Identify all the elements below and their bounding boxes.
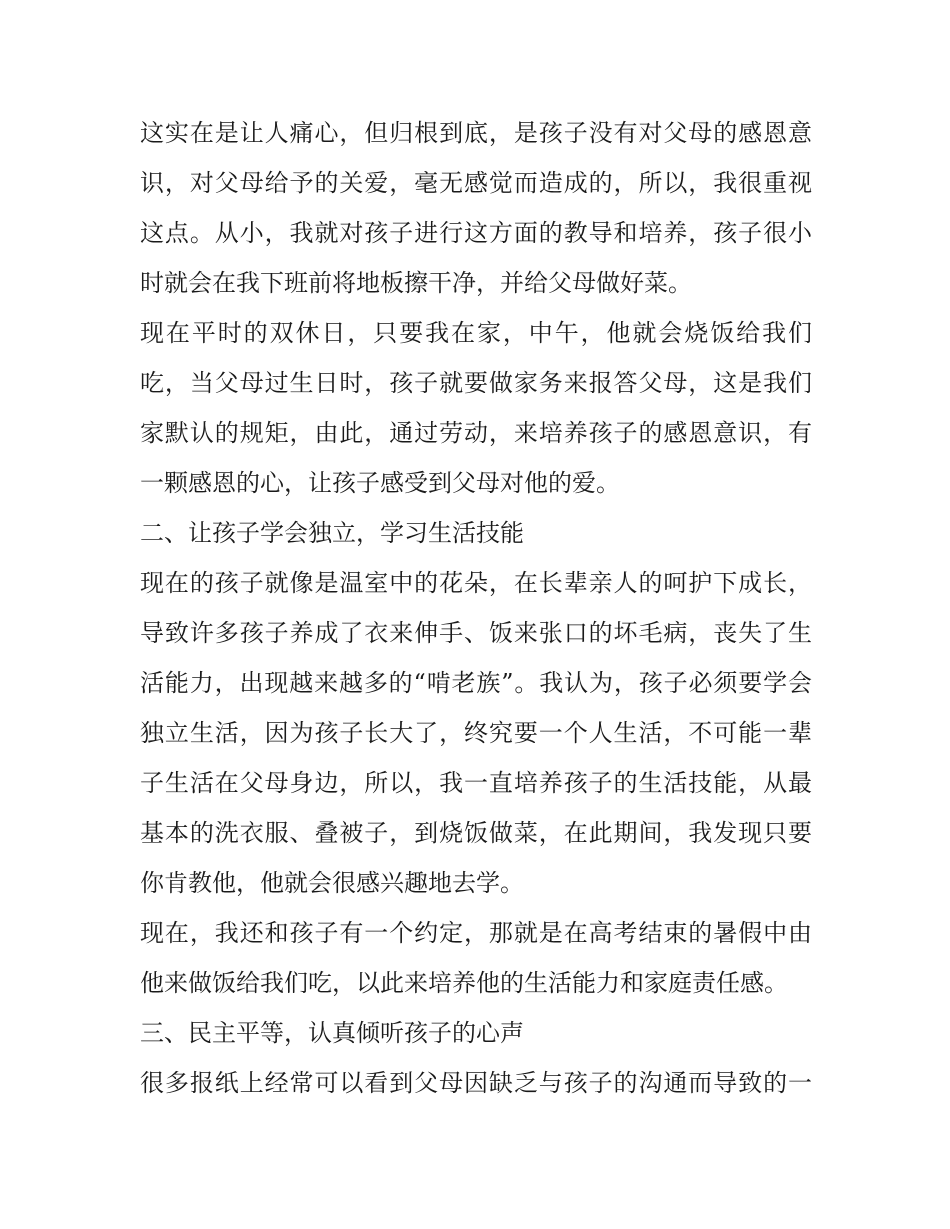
- text-line: 现在平时的双休日，只要我在家，中午，他就会烧饭给我们: [140, 319, 812, 347]
- text-line: 这点。从小，我就对孩子进行这方面的教导和培养，孩子很小: [140, 219, 812, 247]
- section-heading: 三、民主平等，认真倾听孩子的心声: [140, 1019, 524, 1047]
- text-line: 独立生活，因为孩子长大了，终究要一个人生活，不可能一辈: [140, 719, 812, 747]
- text-line: 吃，当父母过生日时，孩子就要做家务来报答父母，这是我们: [140, 369, 812, 397]
- text-line: 导致许多孩子养成了衣来伸手、饭来张口的坏毛病，丧失了生: [140, 619, 812, 647]
- text-line: 现在的孩子就像是温室中的花朵，在长辈亲人的呵护下成长，: [140, 569, 812, 597]
- text-line: 现在，我还和孩子有一个约定，那就是在高考结束的暑假中由: [140, 919, 812, 947]
- text-line: 基本的洗衣服、叠被子，到烧饭做菜，在此期间，我发现只要: [140, 819, 812, 847]
- document-body: [140, 108, 812, 1108]
- text-line: 这实在是让人痛心，但归根到底，是孩子没有对父母的感恩意: [140, 119, 812, 147]
- text-line: 时就会在我下班前将地板擦干净，并给父母做好菜。: [140, 269, 692, 297]
- text-line: 一颗感恩的心，让孩子感受到父母对他的爱。: [140, 469, 620, 497]
- text-line: 你肯教他，他就会很感兴趣地去学。: [140, 869, 524, 897]
- text-line: 家默认的规矩，由此，通过劳动，来培养孩子的感恩意识，有: [140, 419, 812, 447]
- section-heading: 二、让孩子学会独立，学习生活技能: [140, 519, 524, 547]
- text-line: 很多报纸上经常可以看到父母因缺乏与孩子的沟通而导致的一: [140, 1069, 812, 1097]
- text-line: 活能力，出现越来越多的“啃老族”。我认为，孩子必须要学会: [140, 669, 812, 697]
- text-line: 他来做饭给我们吃，以此来培养他的生活能力和家庭责任感。: [140, 969, 788, 997]
- text-line: 识，对父母给予的关爱，毫无感觉而造成的，所以，我很重视: [140, 169, 812, 197]
- text-line: 子生活在父母身边，所以，我一直培养孩子的生活技能，从最: [140, 769, 812, 797]
